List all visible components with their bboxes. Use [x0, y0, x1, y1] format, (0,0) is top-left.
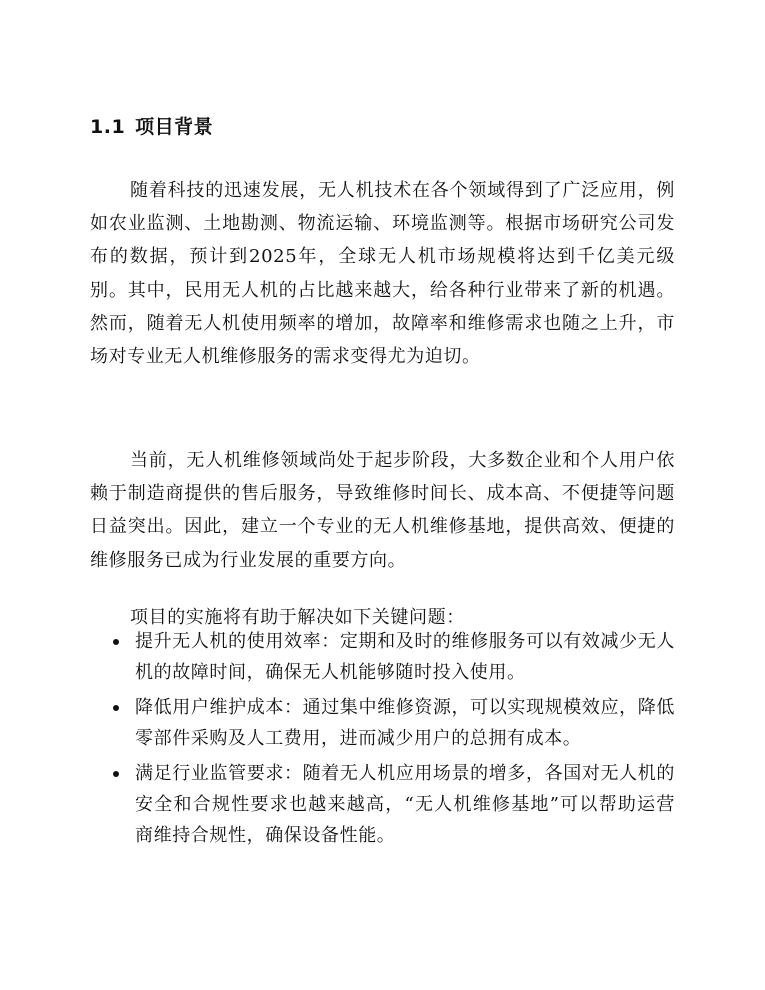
key-issues-list [90, 626, 675, 855]
list-item-text: 满足行业监管要求：随着无人机应用场景的增多，各国对无人机的安全和合规性要求也越来越高，“无人机维修基地”可以帮助运营商维持合规性，确保设备性能。 [135, 763, 675, 846]
section-number: 1.1 [90, 116, 126, 138]
section-title: 项目背景 [135, 116, 214, 138]
bullet-icon [113, 771, 119, 777]
paragraph-intro-issues: 项目的实施将有助于解决如下关键问题： [130, 607, 465, 628]
paragraph-background: 随着科技的迅速发展，无人机技术在各个领域得到了广泛应用，例如农业监测、土地勘测、物流运输、环境监测等。根据市场研究公司发布的数据，预计到2025年，全球无人机市场规模将达到千亿美元级别。其中，民用无人机的占比越来越大，给各种行业带来了新的机遇。然而，随着无人机使用频率的增加，故障率和维修需求也随之上升，市场对专业无人机维修服务的需求变得尤为迫切。 [90, 180, 675, 368]
bullet-icon [113, 705, 119, 711]
list-item [90, 626, 675, 688]
bullet-icon [113, 639, 119, 645]
list-item-text: 提升无人机的使用效率：定期和及时的维修服务可以有效减少无人机的故障时间，确保无人机能够随时投入使用。 [135, 631, 675, 683]
section-heading [90, 113, 213, 141]
list-item-text: 降低用户维护成本：通过集中维修资源，可以实现规模效应，降低零部件采购及人工费用，进而减少用户的总拥有成本。 [135, 697, 675, 749]
list-item [90, 692, 675, 754]
list-item [90, 758, 675, 851]
paragraph-current-state: 当前，无人机维修领域尚处于起步阶段，大多数企业和个人用户依赖于制造商提供的售后服务，导致维修时间长、成本高、不便捷等问题日益突出。因此，建立一个专业的无人机维修基地，提供高效、便捷的维修服务已成为行业发展的重要方向。 [90, 450, 675, 571]
